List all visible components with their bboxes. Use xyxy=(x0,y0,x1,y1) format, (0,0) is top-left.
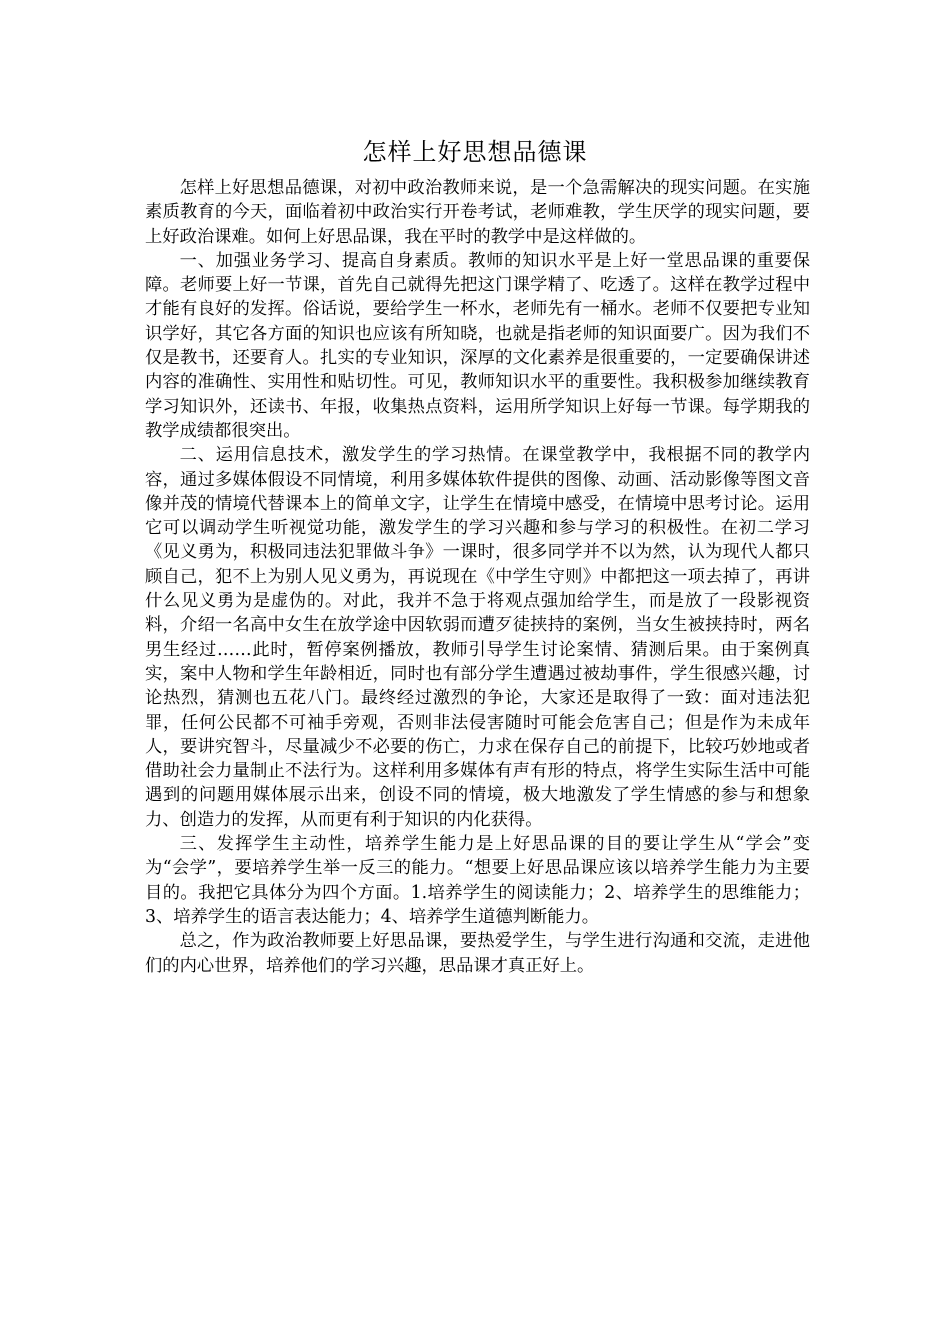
document-title: 怎样上好思想品德课 xyxy=(362,138,588,166)
section-one-paragraph: 一、加强业务学习、提高自身素质。教师的知识水平是上好一堂思品课的重要保障。老师要上好一节课，首先自己就得先把这门课学精了、吃透了。这样在教学过程中才能有良好的发挥。俗话说，要给学生一杯水，老师先有一桶水。老师不仅要把专业知识学好，其它各方面的知识也应该有所知晓，也就是指老师的知识面要广。因为我们不仅是教书，还要育人。扎实的专业知识，深厚的文化素养是很重要的，一定要确保讲述内容的准确性、实用性和贴切性。可见，教师知识水平的重要性。我积极参加继续教育学习知识外，还读书、年报，收集热点资料，运用所学知识上好每一节课。每学期我的教学成绩都很突出。 xyxy=(145,250,810,441)
section-two-paragraph: 二、运用信息技术，激发学生的学习热情。在课堂教学中，我根据不同的教学内容，通过多媒体假设不同情境，利用多媒体软件提供的图像、动画、活动影像等图文音像并茂的情境代替课本上的简单文字，让学生在情境中感受，在情境中思考讨论。运用它可以调动学生听视觉功能，激发学生的学习兴趣和参与学习的积极性。在初二学习《见义勇为，积极同违法犯罪做斗争》一课时，很多同学并不以为然，认为现代人都只顾自己，犯不上为别人见义勇为，再说现在《中学生守则》中都把这一项去掉了，再讲什么见义勇为是虚伪的。对此，我并不急于将观点强加给学生，而是放了一段影视资料，介绍一名高中女生在放学途中因软弱而遭歹徒挟持的案例，当女生被挟持时，两名男生经过……此时，暂停案例播放，教师引导学生讨论案情、猜测后果。由于案例真实，案中人物和学生年龄相近，同时也有部分学生遭遇过被劫事件，学生很感兴趣，讨论热烈，猜测也五花八门。最终经过激烈的争论，大家还是取得了一致：面对违法犯罪，任何公民都不可袖手旁观，否则非法侵害随时可能会危害自己；但是作为未成年人，要讲究智斗，尽量减少不必要的伤亡，力求在保存自己的前提下，比较巧妙地或者借助社会力量制止不法行为。这样利用多媒体有声有形的特点，将学生实际生活中可能遇到的问题用媒体展示出来，创设不同的情境，极大地激发了学生情感的参与和想象力、创造力的发挥，从而更有利于知识的内化获得。 xyxy=(145,445,810,830)
document-body xyxy=(145,176,810,978)
intro-paragraph: 怎样上好思想品德课，对初中政治教师来说，是一个急需解决的现实问题。在实施素质教育的今天，面临着初中政治实行开卷考试，老师难教，学生厌学的现实问题，要上好政治课难。如何上好思品课，我在平时的教学中是这样做的。 xyxy=(145,178,810,247)
conclusion-paragraph: 总之，作为政治教师要上好思品课，要热爱学生，与学生进行沟通和交流，走进他们的内心世界，培养他们的学习兴趣，思品课才真正好上。 xyxy=(145,931,810,976)
section-three-paragraph: 三、发挥学生主动性，培养学生能力是上好思品课的目的要让学生从“学会”变为“会学”，要培养学生举一反三的能力。“想要上好思品课应该以培养学生能力为主要目的。我把它具体分为四个方面。1.培养学生的阅读能力；2、培养学生的思维能力；3、培养学生的语言表达能力；4、培养学生道德判断能力。 xyxy=(145,834,810,927)
